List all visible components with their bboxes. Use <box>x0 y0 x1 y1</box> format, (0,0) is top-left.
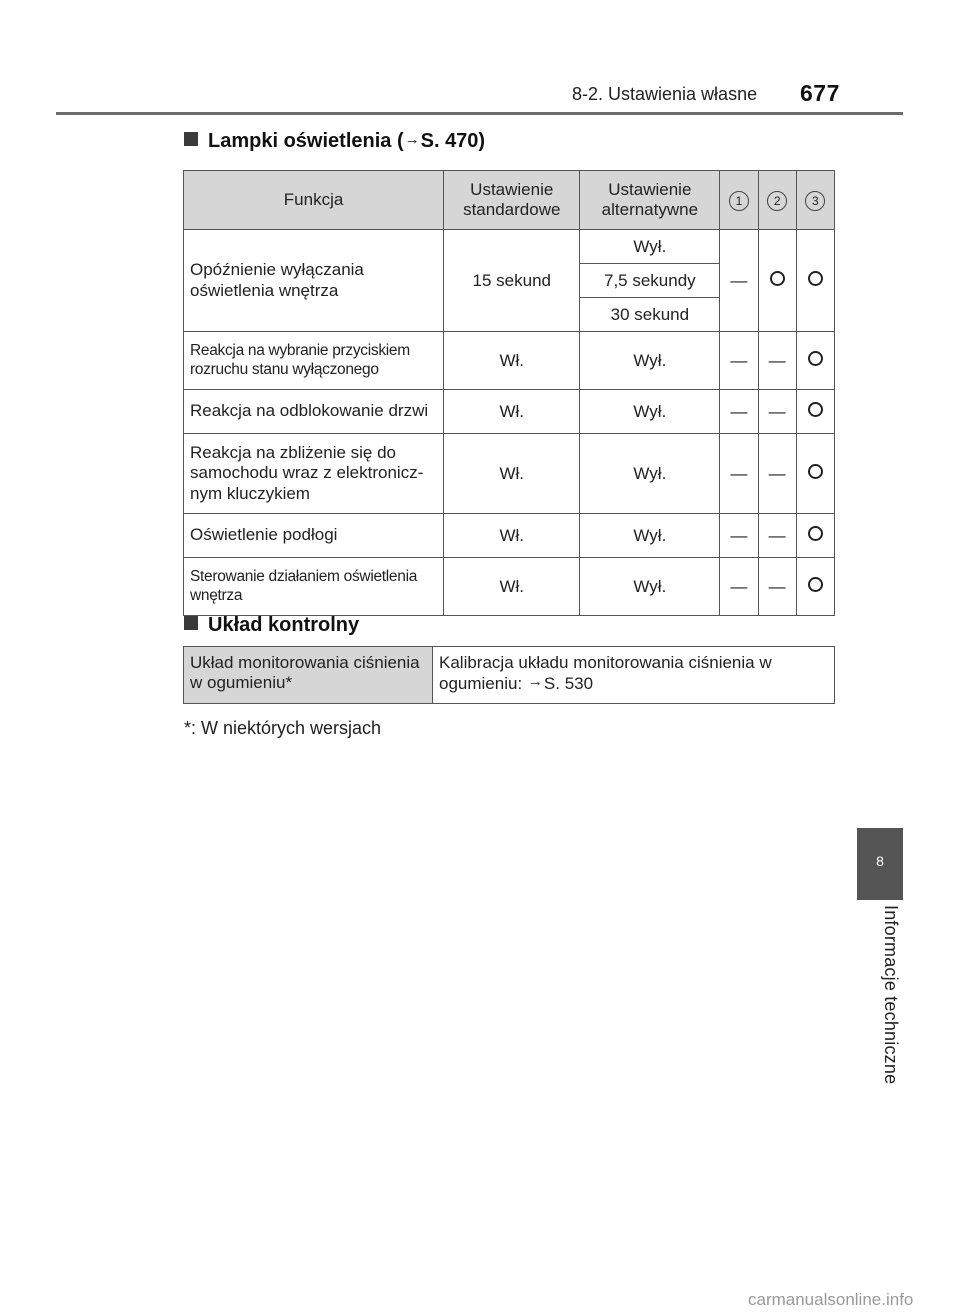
control-section-heading <box>184 614 359 637</box>
column-header-3 <box>796 171 834 230</box>
function-cell: Reakcja na zbliżenie się do samochodu wraz z elektronicz-nym kluczykiem <box>184 434 444 514</box>
circle-mark-icon <box>808 526 823 541</box>
mark-cell-2 <box>758 514 796 558</box>
column-header-alternative: Ustawienie alternatywne <box>580 171 720 230</box>
mark-cell-1 <box>720 230 758 332</box>
dash-mark: — <box>768 350 786 370</box>
tpms-description-cell <box>433 647 835 704</box>
alternative-cell: Wył. <box>580 230 720 264</box>
mark-cell-2 <box>758 558 796 616</box>
tpms-label-cell: Układ monitorowania ciśnienia w ogumieniu* <box>184 647 433 704</box>
table-row <box>184 434 835 514</box>
mark-cell-2 <box>758 332 796 390</box>
arrow-right-icon: → <box>404 131 420 148</box>
alternative-cell: Wył. <box>580 434 720 514</box>
page-number: 677 <box>800 80 840 106</box>
header-divider <box>56 112 903 115</box>
mark-cell-3 <box>796 230 834 332</box>
table-row <box>184 390 835 434</box>
default-cell: Wł. <box>444 514 580 558</box>
control-system-table <box>183 646 835 704</box>
function-cell: Reakcja na wybranie przyciskiem rozruchu stanu wyłączonego <box>184 332 444 390</box>
mark-cell-1 <box>720 558 758 616</box>
circle-mark-icon <box>808 402 823 417</box>
table-row <box>184 514 835 558</box>
default-cell: Wł. <box>444 434 580 514</box>
circle-mark-icon <box>808 351 823 366</box>
square-bullet-icon <box>184 616 198 630</box>
mark-cell-3 <box>796 558 834 616</box>
mark-cell-1 <box>720 514 758 558</box>
mark-cell-1 <box>720 434 758 514</box>
footnote: *: W niektórych wersjach <box>184 718 382 738</box>
alternative-cell: Wył. <box>580 332 720 390</box>
tpms-description: Kalibracja układu monitorowania ciśnienia w ogumieniu: <box>439 653 772 694</box>
mark-cell-1 <box>720 332 758 390</box>
table-row <box>184 230 835 264</box>
tpms-ref[interactable]: S. 530 <box>543 674 594 694</box>
dash-mark: — <box>768 576 786 596</box>
mark-cell-1 <box>720 390 758 434</box>
default-cell: Wł. <box>444 390 580 434</box>
circled-number-3: 3 <box>805 191 825 211</box>
lights-settings-table <box>183 170 835 616</box>
chapter-tab[interactable] <box>857 828 903 900</box>
dash-mark: — <box>730 525 748 545</box>
circled-number-2: 2 <box>767 191 787 211</box>
default-cell: 15 sekund <box>444 230 580 332</box>
header-section-title: 8-2. Ustawienia własne <box>572 84 758 104</box>
mark-cell-2 <box>758 390 796 434</box>
mark-cell-3 <box>796 434 834 514</box>
function-cell: Reakcja na odblokowanie drzwi <box>184 390 444 434</box>
chapter-number: 8 <box>876 853 884 869</box>
arrow-right-icon: → <box>527 673 543 691</box>
function-cell: Opóźnienie wyłączania oświetlenia wnętrza <box>184 230 444 332</box>
alternative-cell: 7,5 sekundy <box>580 264 720 298</box>
table-header-row <box>184 171 835 230</box>
chapter-label: Informacje techniczne <box>881 905 901 1085</box>
column-header-2 <box>758 171 796 230</box>
watermark: carmanualsonline.info <box>748 1290 914 1309</box>
lamps-section-ref[interactable]: S. 470) <box>420 130 486 152</box>
dash-mark: — <box>730 270 748 290</box>
column-header-1 <box>720 171 758 230</box>
control-section-title: Układ kontrolny <box>208 614 360 636</box>
column-header-default: Ustawienie standardowe <box>444 171 580 230</box>
table-row <box>184 332 835 390</box>
mark-cell-2 <box>758 230 796 332</box>
table-row <box>184 558 835 616</box>
alternative-cell: Wył. <box>580 514 720 558</box>
circle-mark-icon <box>808 271 823 286</box>
default-cell: Wł. <box>444 558 580 616</box>
alternative-cell: Wył. <box>580 558 720 616</box>
mark-cell-3 <box>796 390 834 434</box>
alternative-cell: Wył. <box>580 390 720 434</box>
mark-cell-3 <box>796 332 834 390</box>
default-cell: Wł. <box>444 332 580 390</box>
dash-mark: — <box>730 463 748 483</box>
function-cell: Oświetlenie podłogi <box>184 514 444 558</box>
mark-cell-3 <box>796 514 834 558</box>
lamps-section-heading <box>184 130 485 153</box>
circle-mark-icon <box>808 577 823 592</box>
square-bullet-icon <box>184 132 198 146</box>
dash-mark: — <box>730 401 748 421</box>
alternative-cell: 30 sekund <box>580 298 720 332</box>
dash-mark: — <box>768 463 786 483</box>
table-row <box>184 647 835 704</box>
dash-mark: — <box>768 401 786 421</box>
circled-number-1: 1 <box>729 191 749 211</box>
dash-mark: — <box>768 525 786 545</box>
dash-mark: — <box>730 576 748 596</box>
mark-cell-2 <box>758 434 796 514</box>
circle-mark-icon <box>808 464 823 479</box>
lamps-section-title: Lampki oświetlenia ( <box>208 130 404 152</box>
column-header-function: Funkcja <box>184 171 444 230</box>
function-cell: Sterowanie działaniem oświetlenia wnętrza <box>184 558 444 616</box>
circle-mark-icon <box>770 271 785 286</box>
dash-mark: — <box>730 350 748 370</box>
